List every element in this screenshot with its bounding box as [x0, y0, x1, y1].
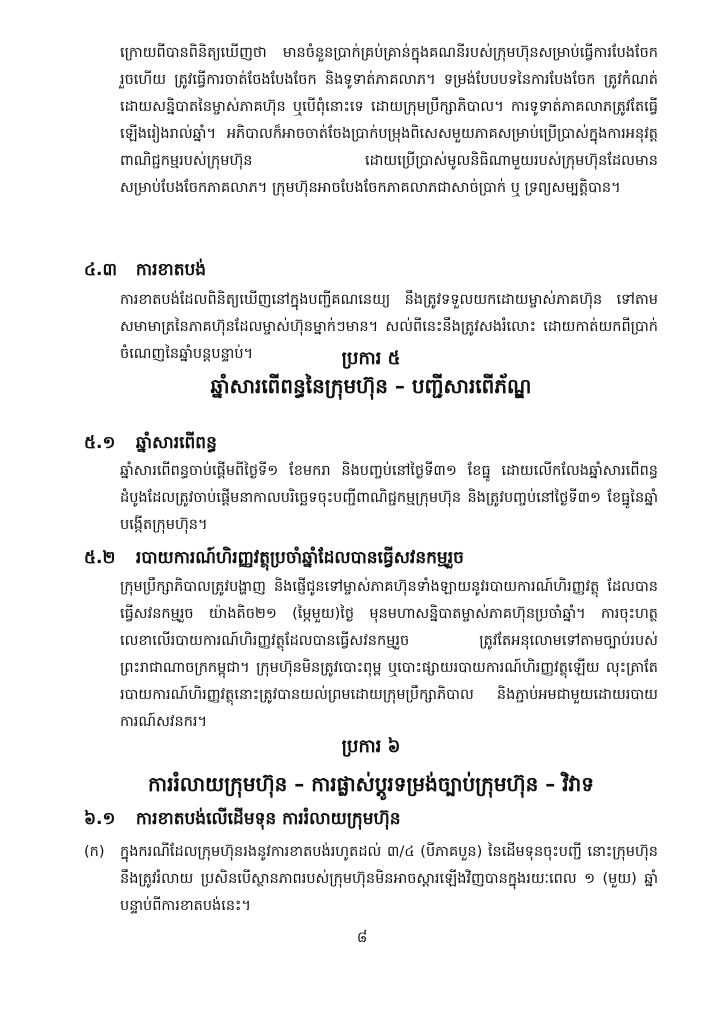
section-number: ៦.១ — [84, 809, 116, 829]
section-heading-6-1 — [84, 806, 401, 832]
paragraph-fiscal-year: ឆ្នាំសារពើពន្ធចាប់ផ្តើមពីថ្ងៃទី១ ខែមករា និងបញ្ចប់នៅថ្ងៃទី៣១ ខែធ្នូ ដោយលើកលែងឆ្នាំសារពើពន្ធដំបូងដែលត្រូវចាប់ផ្តើមនាកាលបរិច្ឆេទចុះបញ្ជីពាណិជ្ជកម្មក្រុមហ៊ុន និងត្រូវបញ្ចប់នៅថ្ងៃទី៣១ ខែធ្នូនៃឆ្នាំបង្កើតក្រុមហ៊ុន។ — [120, 463, 658, 533]
paragraph-dividends: ក្រោយពីបានពិនិត្យឃើញថា មានចំនួនប្រាក់គ្រប់គ្រាន់ក្នុងគណនីរបស់ក្រុមហ៊ុនសម្រាប់ធ្វើការបែងចែករួចហើយ ត្រូវធ្វើការចាត់ចែងបែងចែក និងទូទាត់ភាគលាភ។ ទម្រង់បែបបទនៃការបែងចែក ត្រូវកំណត់ដោយសន្និបាតនៃម្ចាស់ភាគហ៊ុន ឬបើពុំនោះទេ ដោយក្រុមប្រឹក្សាភិបាល។ ការទូទាត់ភាគលាភត្រូវតែធ្វើឡើងរៀងរាល់ឆ្នាំ។ អភិបាលក៏អាចចាត់ចែងប្រាក់បម្រុងពិសេសមួយភាគសម្រាប់ប្រើប្រាស់ក្នុងការអនុវត្តពាណិជ្ជកម្មរបស់ក្រុមហ៊ុន ដោយប្រើប្រាស់មូលនិធិណាមួយរបស់ក្រុមហ៊ុនដែលមានសម្រាប់បែងចែកភាគលាភ។ ក្រុមហ៊ុនអាចបែងចែកភាគលាភជាសាច់ប្រាក់ ឬ ទ្រព្យសម្បត្តិបាន។ — [120, 45, 658, 196]
section-heading-5-2 — [84, 545, 464, 571]
page-number: ៨ — [356, 928, 368, 946]
section-heading-5-1 — [84, 430, 217, 456]
section-title: ការខាតបង់ — [135, 260, 207, 280]
article-label: ប្រការ ៥ — [341, 348, 401, 369]
section-title: របាយការណ៍ហិរញ្ញវត្ថុប្រចាំឆ្នាំដែលបានធ្វើសវនកម្មរួច — [135, 548, 464, 568]
list-item-text: ក្នុងករណីដែលក្រុមហ៊ុនរងនូវការខាតបង់រហូតដល់ ៣/៤ (បីភាគបួន) នៃដើមទុនចុះបញ្ជី នោះក្រុមហ៊ុននឹងត្រូវរំលាយ ប្រសិនបើស្ថានភាពរបស់ក្រុមហ៊ុនមិនអាចស្តារឡើងវិញបានក្នុងរយៈពេល ១ (មួយ) ឆ្នាំបន្ទាប់ពីការខាតបង់នេះ។ — [120, 844, 658, 914]
list-item-marker: (ក) — [84, 844, 105, 860]
section-heading-4-3 — [84, 257, 206, 283]
article-label: ប្រការ ៦ — [341, 736, 401, 757]
section-number: ៥.១ — [84, 433, 116, 453]
paragraph-losses: ការខាតបង់ដែលពិនិត្យឃើញនៅក្នុងបញ្ជីគណនេយ្យ នឹងត្រូវទទួលយកដោយម្ចាស់ភាគហ៊ុន ទៅតាមសមាមាត្រនៃភាគហ៊ុនដែលម្ចាស់ហ៊ុនម្នាក់ៗមាន។ សល់ពីនេះនឹងត្រូវសងរំលោះ ដោយកាត់យកពីប្រាក់ចំណេញនៃឆ្នាំបន្តបន្ទាប់។ — [120, 292, 658, 362]
section-number: ៥.២ — [84, 548, 116, 568]
section-title: ការខាតបង់លើដើមទុន ការរំលាយក្រុមហ៊ុន — [135, 809, 401, 829]
article-5-heading — [84, 346, 658, 400]
section-title: ឆ្នាំសារពើពន្ធ — [135, 433, 217, 453]
paragraph-financial-statements: ក្រុមប្រឹក្សាភិបាលត្រូវបង្ហាញ និងផ្ញើជូនទៅម្ចាស់ភាគហ៊ុនទាំងឡាយនូវរបាយការណ៍ហិរញ្ញវត្ថុ ដែលបានធ្វើសវនកម្មរួច យ៉ាងតិច២១ (ម្ភៃមួយ)ថ្ងៃ មុនមហាសន្និបាតម្ចាស់ភាគហ៊ុនប្រចាំឆ្នាំ។ ការចុះហត្ថលេខាលើរបាយការណ៍ហិរញ្ញវត្ថុដែលបានធ្វើសវនកម្មរួច ត្រូវតែអនុលោមទៅតាមច្បាប់របស់ព្រះរាជាណាចក្រកម្ពុជា។ ក្រុមហ៊ុនមិនត្រូវបោះពុម្ព ឬបោះផ្សាយរបាយការណ៍ហិរញ្ញវត្ថុឡើយ លុះត្រាតែរបាយការណ៍ហិរញ្ញវត្ថុនោះត្រូវបានយល់ព្រមដោយក្រុមប្រឹក្សាភិបាល និងភ្ជាប់អមជាមួយដោយរបាយការណ៍សវនករ។ — [120, 579, 658, 730]
article-title: ឆ្នាំសារពើពន្ធនៃក្រុមហ៊ុន – បញ្ជីសារពើភ័ណ្ឌ — [210, 374, 532, 398]
section-number: ៤.៣ — [84, 260, 118, 280]
article-6-heading — [84, 734, 658, 798]
article-title: ការរំលាយក្រុមហ៊ុន – ការផ្លាស់ប្តូរទម្រង់ច្បាប់ក្រុមហ៊ុន – វិវាទ — [148, 772, 594, 796]
